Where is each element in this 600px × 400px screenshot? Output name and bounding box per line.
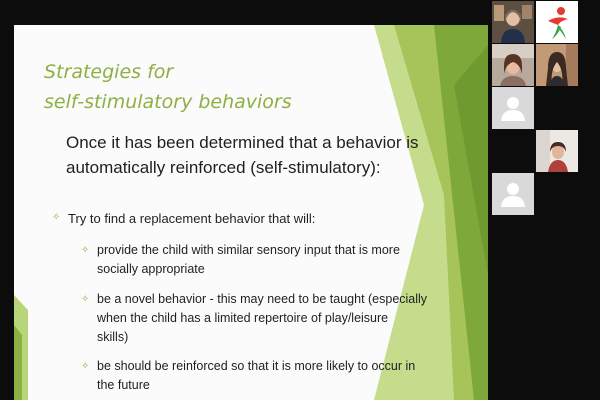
person-video-icon <box>536 130 578 172</box>
sub-bullet-diamond-icon: ✧ <box>81 361 90 372</box>
sub-bullet-diamond-icon: ✧ <box>81 294 90 305</box>
participant-tile[interactable] <box>492 1 534 43</box>
presentation-slide <box>14 25 488 400</box>
person-video-icon <box>492 1 534 43</box>
main-bullet: Try to find a replacement behavior that will: <box>68 211 316 226</box>
participant-tile[interactable] <box>536 44 578 86</box>
user-silhouette-icon <box>500 95 526 121</box>
participant-tile[interactable] <box>536 130 578 172</box>
sub-bullet-diamond-icon: ✧ <box>81 245 90 256</box>
participant-tile[interactable] <box>492 44 534 86</box>
bullet-diamond-icon: ✧ <box>52 212 61 223</box>
sub-bullet-2-line-2: when the child has a limited repertoire of play/leisure <box>97 311 389 325</box>
person-video-icon <box>536 44 578 86</box>
sub-bullet-1-line-2: socially appropriate <box>97 262 205 276</box>
intro-line-1: Once it has been determined that a behavior is <box>66 133 419 152</box>
participant-panel <box>490 0 600 400</box>
sub-bullet-2-line-1: be a novel behavior - this may need to be taught (especially <box>97 292 428 306</box>
participant-tile[interactable] <box>492 173 534 215</box>
participant-tile[interactable] <box>492 87 534 129</box>
slide-title-line-2: self-stimulatory behaviors <box>44 91 292 113</box>
intro-line-2: automatically reinforced (self-stimulatory): <box>66 158 381 177</box>
sub-bullet-3-line-1: be should be reinforced so that it is more likely to occur in <box>97 359 416 373</box>
slide-title-line-1: Strategies for <box>44 61 174 83</box>
sub-bullet-1-line-1: provide the child with similar sensory input that is more <box>97 243 400 257</box>
person-video-icon <box>492 44 534 86</box>
gymnast-logo-icon <box>536 1 578 43</box>
sub-bullet-3-line-2: the future <box>97 378 150 392</box>
participant-tile[interactable] <box>536 1 578 43</box>
user-silhouette-icon <box>500 181 526 207</box>
sub-bullet-2-line-3: skills) <box>97 330 129 344</box>
